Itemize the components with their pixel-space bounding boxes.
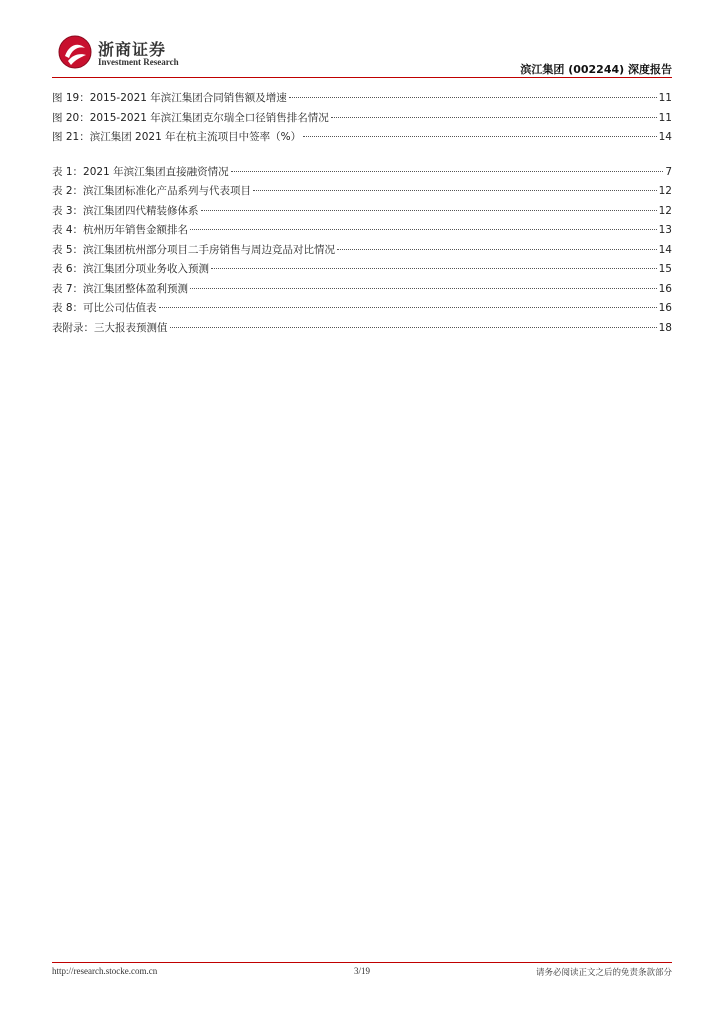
toc-entry-page: 7 (665, 165, 672, 178)
footer-disclaimer: 请务必阅读正文之后的免责条款部分 (535, 968, 672, 978)
toc-figure-entry[interactable] (52, 110, 672, 130)
toc-dot-leader (211, 268, 657, 269)
toc-entry-label: 表附录：三大报表预测值 (52, 321, 168, 334)
toc-entry-page: 12 (658, 204, 672, 217)
toc-entry-label: 表 5：滨江集团杭州部分项目二手房销售与周边竞品对比情况 (52, 243, 336, 256)
brand-name-cn: 浙商证券 (98, 40, 167, 59)
toc-figure-entry[interactable] (52, 90, 672, 110)
toc-dot-leader (159, 307, 657, 308)
toc-entry-page: 12 (658, 185, 672, 197)
toc-dot-leader (190, 229, 657, 230)
footer-url-link[interactable]: http://research.stocke.com.cn (52, 966, 158, 976)
brand-name-en: Investment Research (98, 57, 179, 67)
toc-dot-leader (331, 117, 657, 118)
company-logo (57, 34, 177, 74)
toc-entry-page: 15 (658, 263, 672, 275)
toc-entry-page: 13 (658, 224, 672, 236)
toc-entry-label: 图 19：2015-2021 年滨江集团合同销售额及增速 (52, 92, 287, 104)
toc-dot-leader (170, 327, 657, 328)
toc-table-entry[interactable] (52, 164, 672, 184)
toc-table-entry[interactable] (52, 261, 672, 281)
toc-table-entry[interactable] (52, 242, 672, 262)
toc-dot-leader (337, 249, 657, 250)
toc-entry-label: 表 7：滨江集团整体盈利预测 (52, 282, 189, 295)
toc-table-entry[interactable] (52, 300, 672, 320)
toc-dot-leader (201, 210, 657, 211)
toc-table-entry[interactable] (52, 183, 672, 203)
toc-dot-leader (289, 97, 657, 98)
toc-entry-label: 表 4：杭州历年销售金额排名 (52, 224, 189, 236)
toc-entry-page: 14 (658, 243, 672, 256)
figure-list (52, 90, 672, 149)
toc-entry-label: 表 2：滨江集团标准化产品系列与代表项目 (52, 185, 252, 197)
toc-entry-page: 16 (658, 282, 672, 295)
toc-entry-page: 14 (658, 131, 672, 143)
toc-dot-leader (253, 190, 657, 191)
toc-entry-label: 表 6：滨江集团分项业务收入预测 (52, 263, 210, 275)
report-title: 滨江集团 (002244) 深度报告 (520, 63, 672, 76)
toc-figure-entry[interactable] (52, 129, 672, 149)
toc-dot-leader (190, 288, 657, 289)
table-list (52, 164, 672, 340)
toc-table-entry[interactable] (52, 281, 672, 301)
toc-table-entry[interactable] (52, 222, 672, 242)
toc-entry-label: 图 20：2015-2021 年滨江集团克尔瑞全口径销售排名情况 (52, 111, 329, 124)
page-number: 3/19 (353, 966, 370, 976)
header-divider (52, 77, 672, 78)
toc-table-entry[interactable] (52, 203, 672, 223)
toc-entry-label: 图 21：滨江集团 2021 年在杭主流项目中签率（%） (52, 131, 302, 143)
toc-entry-page: 18 (658, 321, 672, 334)
toc-table-entry[interactable] (52, 320, 672, 340)
toc-entry-label: 表 1：2021 年滨江集团直接融资情况 (52, 165, 229, 178)
stock-logo-icon (57, 34, 93, 70)
toc-entry-page: 11 (658, 111, 672, 124)
footer-divider (52, 962, 672, 963)
toc-entry-label: 表 3：滨江集团四代精装修体系 (52, 204, 199, 217)
table-of-contents (52, 90, 672, 339)
toc-dot-leader (231, 171, 664, 172)
toc-entry-page: 16 (658, 302, 672, 314)
toc-entry-label: 表 8：可比公司估值表 (52, 302, 157, 314)
toc-dot-leader (303, 136, 657, 137)
toc-entry-page: 11 (658, 92, 672, 104)
page-footer (52, 966, 672, 980)
